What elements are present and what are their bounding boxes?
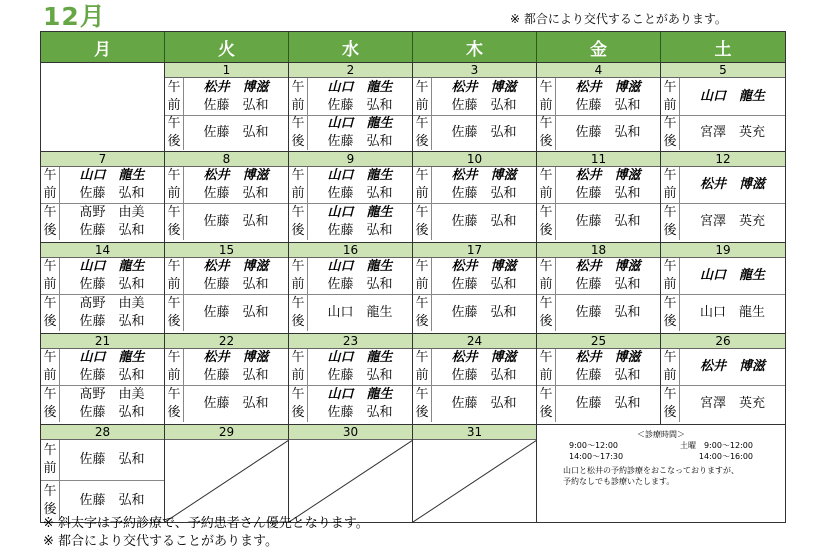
am-label: 午 前 (413, 258, 432, 294)
am-slot (165, 258, 288, 294)
am-slot (413, 349, 536, 385)
reserved-doctor-name: 松井 博滋 (203, 79, 269, 95)
day-cell (661, 243, 785, 333)
doctor-name: 佐藤 弘和 (79, 186, 145, 201)
am-label: 午 前 (165, 167, 184, 203)
pm-label: 午 後 (413, 386, 432, 422)
pm-slot (413, 203, 536, 240)
day-number: 9 (289, 152, 412, 167)
am-label: 午 前 (661, 167, 680, 203)
pm-slot (661, 385, 785, 422)
am-slot (289, 167, 412, 203)
pm-label: 午 後 (41, 204, 60, 240)
am-slot (413, 78, 536, 115)
pm-label: 午 後 (41, 481, 60, 520)
reserved-doctor-name: 山口 龍生 (699, 88, 765, 104)
day-number: 3 (413, 63, 536, 78)
pm-label: 午 後 (537, 116, 556, 150)
am-slot (41, 167, 164, 203)
reserved-doctor-name: 山口 龍生 (327, 168, 393, 183)
day-number: 16 (289, 243, 412, 258)
doctor-name: 佐藤 弘和 (203, 125, 269, 140)
doctor-name: 佐藤 弘和 (575, 368, 641, 383)
day-cell-closed (289, 425, 413, 522)
am-label: 午 前 (661, 349, 680, 385)
am-slot (41, 349, 164, 385)
am-label: 午 前 (165, 349, 184, 385)
day-cell (41, 425, 165, 522)
pm-label: 午 後 (661, 116, 680, 150)
weekday-thu: 木 (413, 32, 537, 62)
week-row (41, 62, 785, 151)
am-label: 午 前 (661, 258, 680, 294)
am-label: 午 前 (537, 349, 556, 385)
day-cell (41, 152, 165, 242)
day-number: 22 (165, 334, 288, 349)
reserved-doctor-name: 松井 博滋 (451, 168, 517, 183)
am-label: 午 前 (413, 349, 432, 385)
day-cell (165, 334, 289, 424)
doctor-name: 宮澤 英充 (699, 214, 765, 229)
doctor-name: 佐藤 弘和 (79, 492, 145, 508)
day-cell (537, 334, 661, 424)
hours-title: ＜診療時間＞ (637, 430, 685, 439)
am-label: 午 前 (41, 440, 60, 480)
am-label: 午 前 (413, 78, 432, 115)
pm-label: 午 後 (289, 295, 308, 331)
doctor-name: 佐藤 弘和 (327, 277, 393, 292)
am-label: 午 前 (41, 349, 60, 385)
am-slot (537, 167, 660, 203)
pm-label: 午 後 (165, 116, 184, 150)
am-slot (537, 258, 660, 294)
am-slot (661, 167, 785, 203)
reserved-doctor-name: 山口 龍生 (79, 168, 145, 183)
doctor-name: 佐藤 弘和 (451, 277, 517, 292)
reserved-doctor-name: 松井 博滋 (451, 79, 517, 95)
am-slot (413, 258, 536, 294)
reserved-doctor-name: 山口 龍生 (699, 268, 765, 283)
day-cell (413, 243, 537, 333)
day-cell (661, 152, 785, 242)
reserved-doctor-name: 山口 龍生 (327, 259, 393, 274)
day-cell (41, 243, 165, 333)
am-label: 午 前 (537, 167, 556, 203)
weekday-mon: 月 (41, 32, 165, 62)
reserved-doctor-name: 松井 博滋 (203, 168, 269, 183)
day-cell (661, 63, 785, 151)
doctor-name: 佐藤 弘和 (451, 214, 517, 229)
reserved-doctor-name: 山口 龍生 (327, 205, 393, 220)
am-slot (661, 349, 785, 385)
pm-slot (289, 385, 412, 422)
pm-slot (537, 115, 660, 150)
week-row (41, 242, 785, 333)
weekday-header (41, 32, 785, 62)
top-note: ※ 都合により交代することがあります。 (510, 12, 727, 26)
reserved-doctor-name: 松井 博滋 (575, 79, 641, 95)
pm-slot (537, 294, 660, 331)
reserved-doctor-name: 山口 龍生 (327, 116, 393, 131)
day-cell (289, 152, 413, 242)
doctor-name: 佐藤 弘和 (327, 368, 393, 383)
pm-label: 午 後 (413, 295, 432, 331)
doctor-name: 佐藤 弘和 (79, 314, 145, 329)
day-cell (289, 63, 413, 151)
am-slot (537, 349, 660, 385)
doctor-name: 佐藤 弘和 (327, 186, 393, 201)
hours-row: 14:00～17:30 14:00～16:00 (569, 452, 753, 461)
doctor-name: 髙野 由美 (79, 205, 145, 220)
doctor-name: 佐藤 弘和 (451, 125, 517, 140)
am-slot (661, 258, 785, 294)
month-title: 12月 (43, 2, 106, 31)
clinic-hours-info (537, 425, 785, 522)
day-cell (413, 63, 537, 151)
pm-label: 午 後 (413, 116, 432, 150)
am-slot (289, 349, 412, 385)
pm-slot (165, 385, 288, 422)
doctor-name: 佐藤 弘和 (575, 396, 641, 411)
am-slot (661, 78, 785, 115)
doctor-name: 宮澤 英充 (699, 396, 765, 411)
footnote-italic-bold: ※ 斜太字は予約診療で、予約患者さん優先となります。 (43, 516, 369, 531)
pm-slot (41, 480, 164, 520)
day-cell-closed (413, 425, 537, 522)
weekday-sat: 土 (714, 39, 732, 60)
footnote-substitution: ※ 都合により交代することがあります。 (43, 534, 278, 549)
calendar-table (40, 31, 786, 523)
am-label: 午 前 (413, 167, 432, 203)
pm-slot (289, 203, 412, 240)
am-label: 午 前 (537, 78, 556, 115)
closed-slash (165, 440, 289, 522)
pm-slot (289, 294, 412, 331)
pm-label: 午 後 (661, 204, 680, 240)
doctor-name: 佐藤 弘和 (203, 214, 269, 229)
doctor-name: 佐藤 弘和 (327, 405, 393, 420)
day-cell-closed (165, 425, 289, 522)
pm-label: 午 後 (661, 295, 680, 331)
doctor-name: 佐藤 弘和 (451, 305, 517, 320)
reserved-doctor-name: 松井 博滋 (575, 259, 641, 274)
pm-label: 午 後 (289, 386, 308, 422)
day-number: 23 (289, 334, 412, 349)
day-number: 19 (661, 243, 785, 258)
am-label: 午 前 (289, 167, 308, 203)
pm-label: 午 後 (413, 204, 432, 240)
doctor-name: 佐藤 弘和 (451, 186, 517, 201)
day-number: 2 (289, 63, 412, 78)
reserved-doctor-name: 松井 博滋 (203, 350, 269, 365)
day-number: 30 (289, 425, 412, 440)
doctor-name: 佐藤 弘和 (203, 396, 269, 411)
pm-slot (413, 294, 536, 331)
day-cell-empty (41, 63, 165, 151)
am-label: 午 前 (41, 167, 60, 203)
pm-slot (413, 385, 536, 422)
reserved-doctor-name: 松井 博滋 (451, 259, 517, 274)
doctor-name: 佐藤 弘和 (79, 223, 145, 238)
doctor-name: 佐藤 弘和 (575, 214, 641, 229)
pm-slot (661, 203, 785, 240)
day-cell (165, 63, 289, 151)
doctor-name: 佐藤 弘和 (203, 305, 269, 320)
am-slot (41, 440, 164, 480)
am-slot (537, 78, 660, 115)
day-number: 31 (413, 425, 536, 440)
pm-label: 午 後 (289, 204, 308, 240)
pm-slot (661, 115, 785, 150)
day-number: 8 (165, 152, 288, 167)
am-slot (289, 258, 412, 294)
pm-slot (41, 385, 164, 422)
pm-slot (165, 294, 288, 331)
am-label: 午 前 (165, 78, 184, 115)
doctor-name: 佐藤 弘和 (79, 368, 145, 383)
doctor-name: 山口 龍生 (327, 305, 393, 320)
am-slot (165, 78, 288, 115)
day-number: 5 (661, 63, 785, 78)
pm-slot (413, 115, 536, 150)
reserved-doctor-name: 松井 博滋 (699, 359, 765, 374)
day-cell (661, 334, 785, 424)
day-cell (537, 152, 661, 242)
footnotes (43, 515, 369, 551)
pm-slot (41, 203, 164, 240)
doctor-name: 佐藤 弘和 (327, 134, 393, 149)
doctor-name: 佐藤 弘和 (451, 368, 517, 383)
reserved-doctor-name: 松井 博滋 (699, 177, 765, 192)
day-number: 26 (661, 334, 785, 349)
reserved-doctor-name: 松井 博滋 (203, 259, 269, 274)
am-slot (165, 349, 288, 385)
day-cell (413, 152, 537, 242)
pm-label: 午 後 (165, 204, 184, 240)
am-label: 午 前 (289, 349, 308, 385)
doctor-name: 山口 龍生 (699, 305, 765, 320)
reserved-doctor-name: 山口 龍生 (79, 350, 145, 365)
doctor-name: 佐藤 弘和 (327, 223, 393, 238)
day-cell (41, 334, 165, 424)
doctor-name: 髙野 由美 (79, 387, 145, 402)
doctor-name: 佐藤 弘和 (79, 452, 145, 467)
pm-label: 午 後 (165, 295, 184, 331)
closed-slash (289, 440, 413, 522)
weekday-wed: 水 (289, 32, 413, 62)
day-number: 17 (413, 243, 536, 258)
doctor-name: 佐藤 弘和 (203, 97, 269, 113)
am-label: 午 前 (537, 258, 556, 294)
am-label: 午 前 (289, 258, 308, 294)
reserved-doctor-name: 山口 龍生 (327, 387, 393, 402)
doctor-name: 佐藤 弘和 (451, 97, 517, 113)
pm-label: 午 後 (289, 116, 308, 150)
doctor-name: 宮澤 英充 (699, 125, 765, 140)
pm-label: 午 後 (165, 386, 184, 422)
doctor-name: 髙野 由美 (79, 296, 145, 311)
pm-label: 午 後 (537, 295, 556, 331)
day-cell (289, 334, 413, 424)
am-slot (413, 167, 536, 203)
day-cell (413, 334, 537, 424)
day-number: 24 (413, 334, 536, 349)
reserved-doctor-name: 松井 博滋 (575, 350, 641, 365)
hours-row: 9:00～12:00 土曜 9:00～12:00 (569, 441, 753, 450)
am-label: 午 前 (289, 78, 308, 115)
weekday-tue: 火 (165, 32, 289, 62)
doctor-name: 佐藤 弘和 (575, 305, 641, 320)
pm-slot (41, 294, 164, 331)
pm-slot (537, 385, 660, 422)
pm-slot (661, 294, 785, 331)
doctor-name: 佐藤 弘和 (79, 405, 145, 420)
day-cell (165, 243, 289, 333)
weekday-fri: 金 (537, 32, 661, 62)
day-cell (537, 243, 661, 333)
pm-slot (289, 115, 412, 150)
doctor-name: 佐藤 弘和 (575, 186, 641, 201)
day-number: 25 (537, 334, 660, 349)
doctor-name: 佐藤 弘和 (327, 97, 393, 113)
pm-slot (165, 203, 288, 240)
doctor-name: 佐藤 弘和 (575, 125, 641, 140)
doctor-name: 佐藤 弘和 (203, 186, 269, 201)
day-cell (289, 243, 413, 333)
reserved-doctor-name: 山口 龍生 (79, 259, 145, 274)
pm-label: 午 後 (661, 386, 680, 422)
day-number: 1 (165, 63, 288, 78)
pm-slot (537, 203, 660, 240)
reserved-doctor-name: 松井 博滋 (451, 350, 517, 365)
day-number: 11 (537, 152, 660, 167)
pm-label: 午 後 (537, 386, 556, 422)
am-label: 午 前 (165, 258, 184, 294)
week-row (41, 333, 785, 424)
am-label: 午 前 (41, 258, 60, 294)
reserved-doctor-name: 松井 博滋 (575, 168, 641, 183)
day-number: 4 (537, 63, 660, 78)
pm-label: 午 後 (537, 204, 556, 240)
am-label: 午 前 (661, 78, 680, 115)
doctor-name: 佐藤 弘和 (575, 97, 641, 113)
pm-label: 午 後 (41, 295, 60, 331)
am-slot (165, 167, 288, 203)
doctor-name: 佐藤 弘和 (575, 277, 641, 292)
day-number: 28 (41, 425, 164, 440)
pm-slot (165, 115, 288, 150)
doctor-name: 佐藤 弘和 (203, 277, 269, 292)
day-number: 10 (413, 152, 536, 167)
day-number: 21 (41, 334, 164, 349)
am-slot (41, 258, 164, 294)
day-cell (165, 152, 289, 242)
day-number: 7 (41, 152, 164, 167)
reserved-doctor-name: 山口 龍生 (327, 350, 393, 365)
day-number: 12 (661, 152, 785, 167)
doctor-name: 佐藤 弘和 (79, 277, 145, 292)
closed-slash (413, 440, 537, 522)
am-slot (289, 78, 412, 115)
day-number: 18 (537, 243, 660, 258)
day-number: 14 (41, 243, 164, 258)
week-row (41, 424, 785, 522)
week-row (41, 151, 785, 242)
doctor-name: 佐藤 弘和 (451, 396, 517, 411)
pm-label: 午 後 (41, 386, 60, 422)
hours-note: 山口と松井の予約診療をおこなっておりますが、 予約なしでも診療いたします。 (563, 466, 739, 486)
day-number: 29 (165, 425, 288, 440)
day-cell (537, 63, 661, 151)
day-number: 15 (165, 243, 288, 258)
reserved-doctor-name: 山口 龍生 (327, 79, 393, 95)
doctor-name: 佐藤 弘和 (203, 368, 269, 383)
